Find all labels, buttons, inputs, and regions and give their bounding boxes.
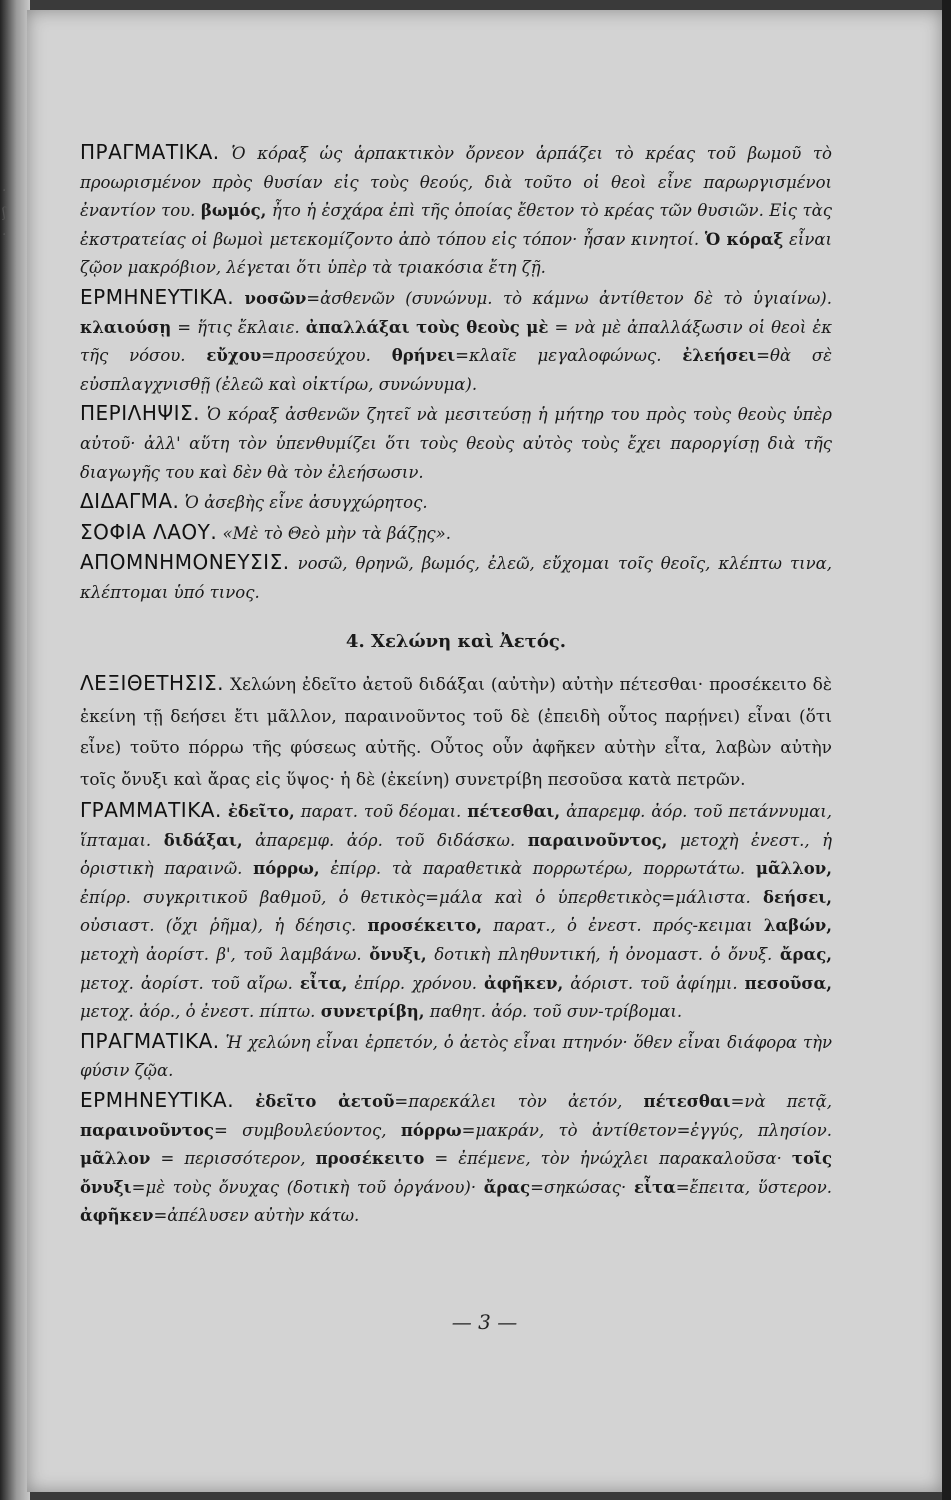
- chapter-title: 4. Χελώνη καὶ Ἀετός.: [345, 630, 567, 652]
- paragraph-apomnimoneusis: ΑΠΟΜΝΗΜΟΝΕΥΣΙΣ. νοσῶ, θρηνῶ, βωμός, ἐλεῶ, εὔχομαι τοῖς θεοῖς, κλέπτω τινα, κλέπτομαι ὑπό τινος.: [80, 550, 832, 602]
- scan-border: [942, 0, 951, 1500]
- paragraph-ermineutika-1: ΕΡΜΗΝΕΥΤΙΚΑ. νοσῶν=ἀσθενῶν (συνώνυμ. τὸ κάμνω ἀντίθετον δὲ τὸ ὑγιαίνω). κλαιούσῃ = ἥτις ἔκλαιε. ἀπαλλάξαι τοὺς θεοὺς μὲ = νὰ μὲ ἀπαλλάξωσιν οἱ θεοὶ ἐκ τῆς νόσου. εὔχου=προσεύχου. θρήνει=κλαῖε μεγαλοφώνως. ἐλεήσει=θὰ σὲ εὐσπλαγχνισθῇ (ἐλεῶ καὶ οἰκτίρω, συνώνυμα).: [80, 284, 833, 394]
- heading-ermineutika: ΕΡΜΗΝΕΥΤΙΚΑ.: [80, 284, 235, 309]
- heading-apomnimoneusis: ΑΠΟΜΝΗΜΟΝΕΥΣΙΣ.: [80, 550, 290, 575]
- heading-didagma: ΔΙΔΑΓΜΑ.: [80, 489, 180, 514]
- heading-sofia-laou: ΣΟΦΙΑ ΛΑΟΥ.: [80, 519, 218, 544]
- heading-perilipsis: ΠΕΡΙΛΗΨΙΣ.: [80, 401, 200, 426]
- paragraph-ermineutika-2: ΕΡΜΗΝΕΥΤΙΚΑ. ἐδεῖτο ἀετοῦ=παρεκάλει τὸν ἀετόν, πέτεσθαι=νὰ πετᾷ, παραινοῦντος= συμβουλεύοντος, πόρρω=μακράν, τὸ ἀντίθετον=ἐγγύς, πλησίον. μᾶλλον = περισσότερον, προσέκειτο = ἐπέμενε, τὸν ἠνώχλει παρακαλοῦσα· τοῖς ὄνυξι=μὲ τοὺς ὄνυχας (δοτικὴ τοῦ ὀργάνου)· ἄρας=σηκώσας· εἶτα=ἔπειτα, ὕστερον. ἀφῆκεν=ἀπέλυσεν αὐτὴν κάτω.: [80, 1088, 833, 1226]
- page-content: [80, 138, 832, 1231]
- heading-pragmatika-2: ΠΡΑΓΜΑΤΙΚΑ.: [80, 1028, 220, 1053]
- paragraph-grammatika: ΓΡΑΜΜΑΤΙΚΑ. ἐδεῖτο, παρατ. τοῦ δέομαι. πέτεσθαι, ἀπαρεμφ. ἀόρ. τοῦ πετάννυμαι, ἵπταμαι. διδάξαι, ἀπαρεμφ. ἀόρ. τοῦ διδάσκω. παραινοῦντος, μετοχὴ ἐνεστ., ἡ ὁριστικὴ παραινῶ. πόρρω, ἐπίρρ. τὰ παραθετικὰ πορρωτέρω, πορρωτάτω. μᾶλλον, ἐπίρρ. συγκριτικοῦ βαθμοῦ, ὁ θετικὸς=μάλα καὶ ὁ ὑπερθετικὸς=μάλιστα. δεήσει, οὐσιαστ. (ὄχι ῥῆμα), ἡ δέησις. προσέκειτο, παρατ., ὁ ἐνεστ. πρός-κειμαι λαβών, μετοχὴ ἀορίστ. β', τοῦ λαμβάνω. ὄνυξι, δοτικὴ πληθυντική, ἡ ὀνομαστ. ὁ ὄνυξ. ἄρας, μετοχ. ἀορίστ. τοῦ αἴρω. εἶτα, ἐπίρρ. χρόνου. ἀφῆκεν, ἀόριστ. τοῦ ἀφίημι. πεσοῦσα, μετοχ. ἀόρ., ὁ ἐνεστ. πίπτω. συνετρίβη, παθητ. ἀόρ. τοῦ συν-τρίβομαι.: [80, 798, 833, 1022]
- previous-page-bleed: · ʃ ·: [2, 183, 7, 243]
- heading-pragmatika: ΠΡΑΓΜΑΤΙΚΑ.: [80, 140, 220, 164]
- page-number: — 3 —: [451, 1310, 518, 1334]
- paragraph-perilipsis: ΠΕΡΙΛΗΨΙΣ. Ὁ κόραξ ἀσθενῶν ζητεῖ νὰ μεσιτεύσῃ ἡ μήτηρ του πρὸς τοὺς θεοὺς ὑπὲρ αὐτοῦ· ἀλλ' αὕτη τὸν ὑπενθυμίζει ὅτι τοὺς θεοὺς αὐτὸς τοὺς ἔχει παροργίσῃ διὰ τῆς διαγωγῆς του καὶ δὲν θὰ τὸν ἐλεήσωσιν.: [80, 401, 832, 482]
- paragraph-pragmatika-2: ΠΡΑΓΜΑΤΙΚΑ. Ἡ χελώνη εἶναι ἑρπετόν, ὁ ἀετὸς εἶναι πτηνόν· ὅθεν εἶναι διάφορα τὴν φύσιν ζῷα.: [80, 1028, 832, 1081]
- heading-lexithetisis: ΛΕΞΙΘΕΤΗΣΙΣ.: [80, 671, 225, 696]
- previous-page-edge: [0, 0, 30, 1500]
- heading-ermineutika-2: ΕΡΜΗΝΕΥΤΙΚΑ.: [80, 1088, 235, 1113]
- paragraph-sofia-laou: ΣΟΦΙΑ ΛΑΟΥ. «Μὲ τὸ Θεὸ μὴν τὰ βάζῃς».: [80, 519, 451, 544]
- paragraph-pragmatika-1: ΠΡΑΓΜΑΤΙΚΑ. Ὁ κόραξ ὡς ἁρπακτικὸν ὄρνεον ἁρπάζει τὸ κρέας τοῦ βωμοῦ τὸ προωρισμένον πρὸς θυσίαν εἰς τοὺς θεούς, διὰ τοῦτο οἱ θεοὶ εἶνε παρωργισμένοι ἐναντίον του. βωμός, ἦτο ἡ ἐσχάρα ἐπὶ τῆς ὁποίας ἔθετον τὸ κρέας τῶν θυσιῶν. Εἰς τὰς ἐκστρατείας οἱ βωμοὶ μετεκομίζοντο ἀπὸ τόπου εἰς τόπον· ἦσαν κινητοί. Ὁ κόραξ εἶναι ζῷον μακρόβιον, λέγεται ὅτι ὑπὲρ τὰ τριακόσια ἔτη ζῇ.: [80, 140, 832, 278]
- paragraph-lexithetisis: ΛΕΞΙΘΕΤΗΣΙΣ. Χελώνη ἐδεῖτο ἀετοῦ διδάξαι (αὐτὴν) αὐτὴν πέτεσθαι· προσέκειτο δὲ ἐκείνη τῇ δεήσει ἔτι μᾶλλον, παραινοῦντος τοῦ δὲ (ἐπειδὴ οὗτος παρῄνει) εἶναι (ὅτι εἶνε) τοῦτο πόρρω τῆς φύσεως αὐτῆς. Οὗτος οὖν ἀφῆκεν αὐτὴν εἶτα, λαβὼν αὐτὴν τοῖς ὄνυξι καὶ ἄρας εἰς ὕψος· ἡ δὲ (ἐκείνη) συνετρίβη πεσοῦσα κατὰ πετρῶν.: [80, 671, 832, 790]
- heading-grammatika: ΓΡΑΜΜΑΤΙΚΑ.: [80, 798, 222, 823]
- book-page: [27, 10, 942, 1492]
- paragraph-didagma: ΔΙΔΑΓΜΑ. Ὁ ἀσεβὴς εἶνε ἀσυγχώρητος.: [80, 489, 428, 514]
